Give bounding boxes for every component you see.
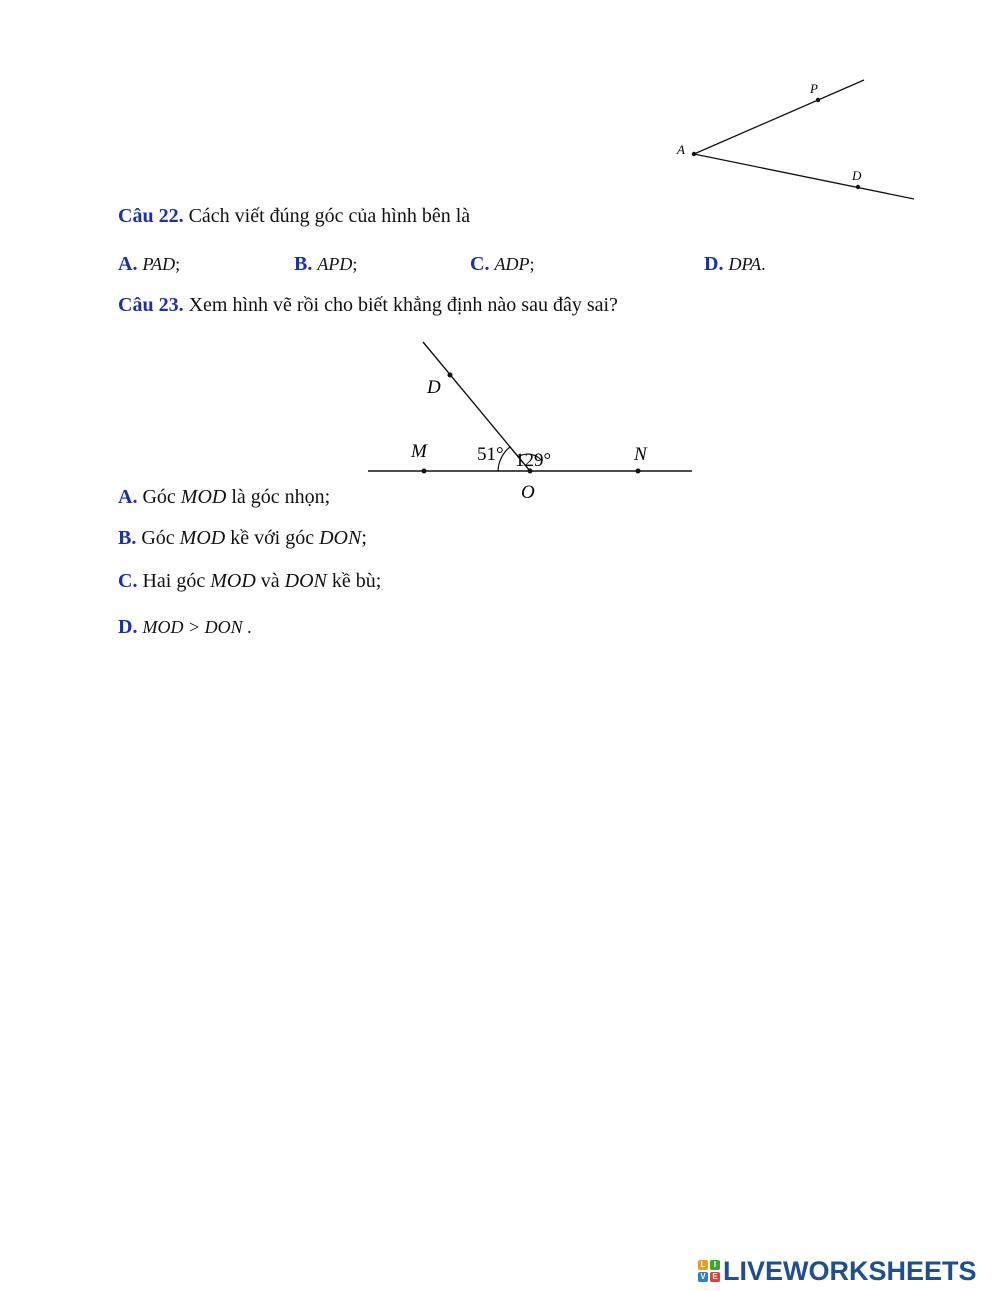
- label-a: A: [677, 142, 685, 157]
- point-d: [856, 185, 860, 189]
- q23-option-d-expr: MOD > DON: [142, 617, 243, 637]
- angle-don-value: 129°: [515, 450, 552, 471]
- q22-option-c[interactable]: [470, 253, 534, 276]
- q23-option-c-mid: và: [255, 570, 285, 592]
- label-d: D: [852, 168, 862, 183]
- logo-letter-l: L: [698, 1260, 708, 1270]
- point-d2: [448, 373, 453, 378]
- logo-text: LIVEWORKSHEETS: [723, 1255, 977, 1286]
- q22-option-d-value: DPA: [728, 254, 762, 274]
- q22-option-b-label: B.: [294, 253, 313, 275]
- q22-option-c-label: C.: [470, 253, 490, 275]
- q23-option-b-label: B.: [118, 527, 137, 549]
- q23-option-a-label: A.: [118, 486, 138, 508]
- label-n: N: [634, 444, 647, 465]
- q23-option-c-pre: Hai góc: [137, 570, 211, 592]
- angle-mod-value: 51°: [477, 444, 504, 465]
- q23-option-b-mid: kề với góc: [225, 527, 320, 549]
- q23-option-b[interactable]: [118, 527, 367, 550]
- question-23-label: Câu 23.: [118, 294, 184, 316]
- point-a: [692, 152, 696, 156]
- label-d2: D: [427, 377, 441, 398]
- q22-option-a-label: A.: [118, 253, 138, 275]
- q23-option-a-m1: MOD: [180, 486, 227, 508]
- point-p: [816, 98, 820, 102]
- q23-option-a-pre: Góc: [137, 486, 181, 508]
- question-23: [118, 294, 618, 317]
- question-22-text: Cách viết đúng góc của hình bên là: [183, 205, 471, 227]
- q22-option-b[interactable]: [294, 253, 357, 276]
- q23-option-b-pre: Góc: [136, 527, 180, 549]
- q22-option-d-label: D.: [704, 253, 724, 275]
- question-22: [118, 205, 470, 228]
- q23-option-c-m2: DON: [284, 570, 327, 592]
- q23-option-c-m1: MOD: [210, 570, 256, 592]
- label-o: O: [521, 482, 535, 503]
- q22-option-c-value: ADP: [494, 254, 530, 274]
- q23-option-b-post: ;: [361, 527, 367, 549]
- question-23-text: Xem hình vẽ rồi cho biết khẳng định nào sau đây sai?: [183, 294, 618, 316]
- q23-option-c-label: C.: [118, 570, 138, 592]
- question-22-label: Câu 22.: [118, 205, 184, 227]
- q23-option-b-m2: DON: [319, 527, 362, 549]
- ray-ap: [694, 80, 864, 154]
- q23-option-a[interactable]: [118, 486, 330, 509]
- logo-letter-v: V: [698, 1272, 708, 1282]
- point-n: [636, 469, 641, 474]
- logo-letter-e: E: [710, 1272, 720, 1282]
- figure-angles-mod-don: [360, 330, 700, 510]
- point-m: [422, 469, 427, 474]
- figure-angle-pad: [660, 70, 930, 210]
- q23-option-d-label: D.: [118, 616, 138, 638]
- q23-option-b-m1: MOD: [179, 527, 226, 549]
- q23-option-c[interactable]: [118, 570, 381, 593]
- q23-option-a-post: là góc nhọn;: [226, 486, 331, 508]
- q22-option-d-sep: .: [761, 254, 766, 274]
- q23-option-c-post: kề bù;: [326, 570, 382, 592]
- q22-option-c-sep: ;: [529, 254, 535, 274]
- q22-option-a-sep: ;: [175, 254, 181, 274]
- logo-letter-i: I: [710, 1260, 720, 1270]
- q23-option-d-post: .: [242, 617, 252, 637]
- q22-option-d[interactable]: [704, 253, 766, 276]
- ray-ad: [694, 154, 914, 199]
- label-p: P: [810, 81, 818, 96]
- q22-option-b-sep: ;: [352, 254, 358, 274]
- label-m: M: [411, 441, 427, 462]
- q22-option-a[interactable]: [118, 253, 180, 276]
- liveworksheets-logo: [698, 1256, 977, 1286]
- q22-option-b-value: APD: [317, 254, 353, 274]
- q23-option-d[interactable]: [118, 616, 252, 639]
- q22-option-a-value: PAD: [142, 254, 176, 274]
- logo-mark: [698, 1260, 720, 1282]
